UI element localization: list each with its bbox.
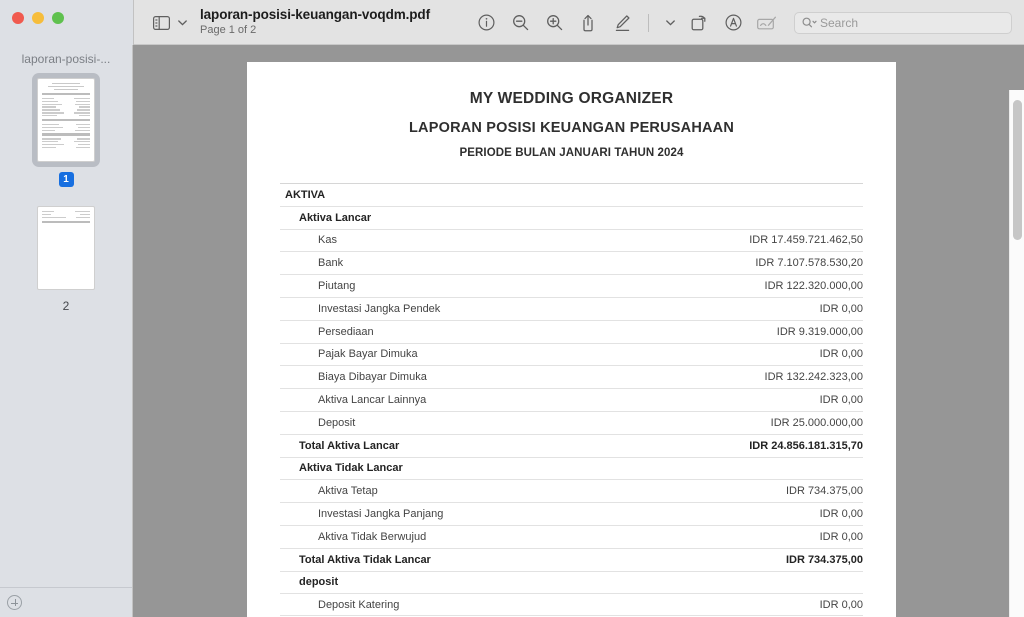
close-button[interactable] <box>12 12 24 24</box>
table-row <box>280 457 863 480</box>
row-label: Aktiva Tidak Lancar <box>299 462 403 475</box>
thumbnail-page-number: 1 <box>59 172 74 187</box>
share-icon[interactable] <box>575 10 601 36</box>
window-chrome <box>0 0 1024 45</box>
row-value: IDR 122.320.000,00 <box>764 280 863 293</box>
page-thumbnail <box>37 206 95 290</box>
sidebar-chevron-down-icon[interactable] <box>174 10 190 36</box>
toolbar-divider <box>648 14 649 32</box>
plus-circle-icon[interactable] <box>7 595 22 610</box>
sidebar-footer <box>0 587 132 617</box>
row-label: Bank <box>318 257 344 270</box>
company-name: MY WEDDING ORGANIZER <box>469 90 674 107</box>
table-row <box>280 571 863 594</box>
table-row <box>280 434 863 457</box>
document-title: laporan-posisi-keuangan-voqdm.pdf <box>200 7 430 23</box>
scrollbar-thumb[interactable] <box>1013 100 1022 240</box>
table-row <box>280 593 863 616</box>
table-row <box>280 411 863 434</box>
row-label: Piutang <box>318 280 356 293</box>
row-label: Investasi Jangka Panjang <box>318 508 444 521</box>
row-label: Deposit <box>318 416 356 429</box>
thumbnail-list[interactable] <box>0 72 132 587</box>
table-row <box>280 343 863 366</box>
row-value: IDR 734.375,00 <box>785 553 863 566</box>
row-label: Aktiva Tetap <box>318 485 378 498</box>
table-row <box>280 388 863 411</box>
row-label: Persediaan <box>318 325 374 338</box>
traffic-light-area <box>0 0 133 45</box>
row-label: Kas <box>318 234 337 247</box>
traffic-lights <box>12 12 64 24</box>
toolbar <box>133 0 1024 45</box>
row-value: IDR 24.856.181.315,70 <box>749 439 863 452</box>
row-value: IDR 0,00 <box>819 394 863 407</box>
toolbar-actions <box>473 10 780 36</box>
page-status: Page 1 of 2 <box>200 23 257 36</box>
row-value: IDR 7.107.578.530,20 <box>755 257 863 270</box>
row-label: Biaya Dibayar Dimuka <box>318 371 427 384</box>
report-period: PERIODE BULAN JANUARI TAHUN 2024 <box>459 147 684 159</box>
pdf-page <box>247 62 896 617</box>
page-thumbnail <box>37 78 95 162</box>
row-label: Total Aktiva Lancar <box>299 439 400 452</box>
thumbnail-selection-frame <box>32 73 100 167</box>
signature-icon[interactable] <box>754 10 780 36</box>
document-header <box>247 90 896 159</box>
row-value: IDR 0,00 <box>819 530 863 543</box>
zoom-button[interactable] <box>52 12 64 24</box>
table-row <box>280 206 863 229</box>
row-value: IDR 132.242.323,00 <box>764 371 863 384</box>
row-label: Aktiva Tidak Berwujud <box>318 530 427 543</box>
row-value: IDR 17.459.721.462,50 <box>749 234 863 247</box>
row-label: Total Aktiva Tidak Lancar <box>299 553 431 566</box>
row-label: AKTIVA <box>285 188 326 201</box>
search-field[interactable] <box>794 12 1012 34</box>
row-value: IDR 9.319.000,00 <box>776 325 863 338</box>
table-row <box>280 183 863 206</box>
table-row <box>280 251 863 274</box>
search-placeholder: Search <box>820 15 859 30</box>
table-row <box>280 525 863 548</box>
markup-pen-icon[interactable] <box>609 10 635 36</box>
sidebar-title: laporan-posisi-... <box>21 52 111 66</box>
zoom-out-icon[interactable] <box>507 10 533 36</box>
annotate-icon[interactable] <box>720 10 746 36</box>
document-title-block <box>200 7 430 37</box>
sidebar-icon[interactable] <box>148 10 174 36</box>
markup-chevron-down-icon[interactable] <box>662 10 678 36</box>
info-icon[interactable] <box>473 10 499 36</box>
table-row <box>280 229 863 252</box>
balance-sheet-table <box>280 183 863 616</box>
row-value: IDR 0,00 <box>819 598 863 611</box>
minimize-button[interactable] <box>32 12 44 24</box>
table-row <box>280 479 863 502</box>
row-label: Aktiva Lancar <box>299 211 372 224</box>
rotate-icon[interactable] <box>686 10 712 36</box>
row-value: IDR 0,00 <box>819 302 863 315</box>
row-label: Aktiva Lancar Lainnya <box>318 394 427 407</box>
table-row <box>280 365 863 388</box>
row-label: deposit <box>299 576 339 589</box>
table-row <box>280 320 863 343</box>
table-row <box>280 548 863 571</box>
report-title: LAPORAN POSISI KEUANGAN PERUSAHAAN <box>408 120 735 136</box>
thumbnail-selection-frame <box>32 201 100 295</box>
main-body <box>0 45 1024 617</box>
row-label: Deposit Katering <box>318 598 400 611</box>
table-row <box>280 274 863 297</box>
thumbnail-item-2[interactable] <box>0 201 132 312</box>
vertical-scrollbar[interactable] <box>1009 90 1024 617</box>
table-row <box>280 502 863 525</box>
row-value: IDR 0,00 <box>819 348 863 361</box>
row-label: Pajak Bayar Dimuka <box>318 348 418 361</box>
row-label: Investasi Jangka Pendek <box>318 302 441 315</box>
row-value: IDR 25.000.000,00 <box>770 416 863 429</box>
zoom-in-icon[interactable] <box>541 10 567 36</box>
table-row <box>280 297 863 320</box>
row-value: IDR 734.375,00 <box>785 485 863 498</box>
document-canvas[interactable] <box>133 45 1024 617</box>
thumbnail-item-1[interactable] <box>0 73 132 187</box>
thumbnail-page-number: 2 <box>62 299 70 313</box>
thumbnail-sidebar <box>0 45 133 617</box>
row-value: IDR 0,00 <box>819 508 863 521</box>
search-icon <box>802 17 817 29</box>
